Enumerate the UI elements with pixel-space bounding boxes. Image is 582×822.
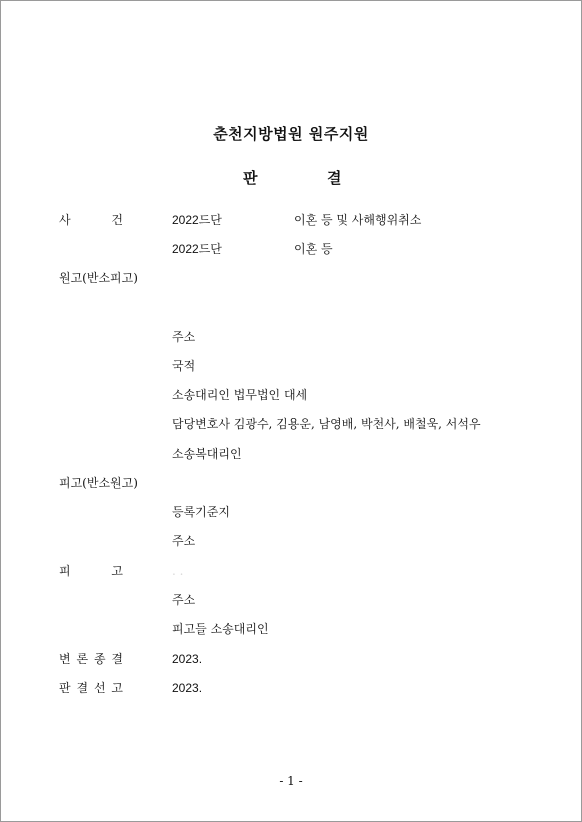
plaintiff-address: 주소 [172, 330, 196, 344]
title-left-char: 판 [243, 169, 258, 187]
defendant2-address: 주소 [172, 593, 196, 607]
defendant-label: 피고(반소원고) [59, 476, 138, 490]
plaintiff-nationality: 국적 [172, 359, 196, 373]
defendant2-name-redacted: . . [172, 564, 184, 578]
closing-label: 변 론 종 결 [59, 652, 123, 666]
case-label: 사 건 [59, 213, 123, 227]
title-right-char: 결 [327, 169, 342, 187]
case-name: 이혼 등 [294, 242, 333, 256]
plaintiff-label: 원고(반소피고) [59, 271, 138, 285]
case-number: 2022드단 [172, 242, 222, 256]
defendant2-label: 피 고 [59, 564, 123, 578]
plaintiff-subagent: 소송복대리인 [172, 447, 242, 461]
court-name: 춘천지방법원 원주지원 [213, 125, 369, 143]
plaintiff-lawyers: 담당변호사 김광수, 김용운, 남영배, 박천사, 배철욱, 서석우 [172, 417, 481, 431]
defendant-address: 주소 [172, 534, 196, 548]
case-number: 2022드단 [172, 213, 222, 227]
closing-date: 2023. [172, 652, 203, 666]
sentencing-label: 판 결 선 고 [59, 681, 123, 695]
defendant-registry: 등록기준지 [172, 505, 230, 519]
defendants-agent: 피고들 소송대리인 [172, 622, 269, 636]
page-number: - 1 - [279, 774, 303, 788]
sentencing-date: 2023. [172, 681, 203, 695]
case-name: 이혼 등 및 사해행위취소 [294, 213, 422, 227]
plaintiff-agent: 소송대리인 법무법인 대세 [172, 388, 308, 402]
